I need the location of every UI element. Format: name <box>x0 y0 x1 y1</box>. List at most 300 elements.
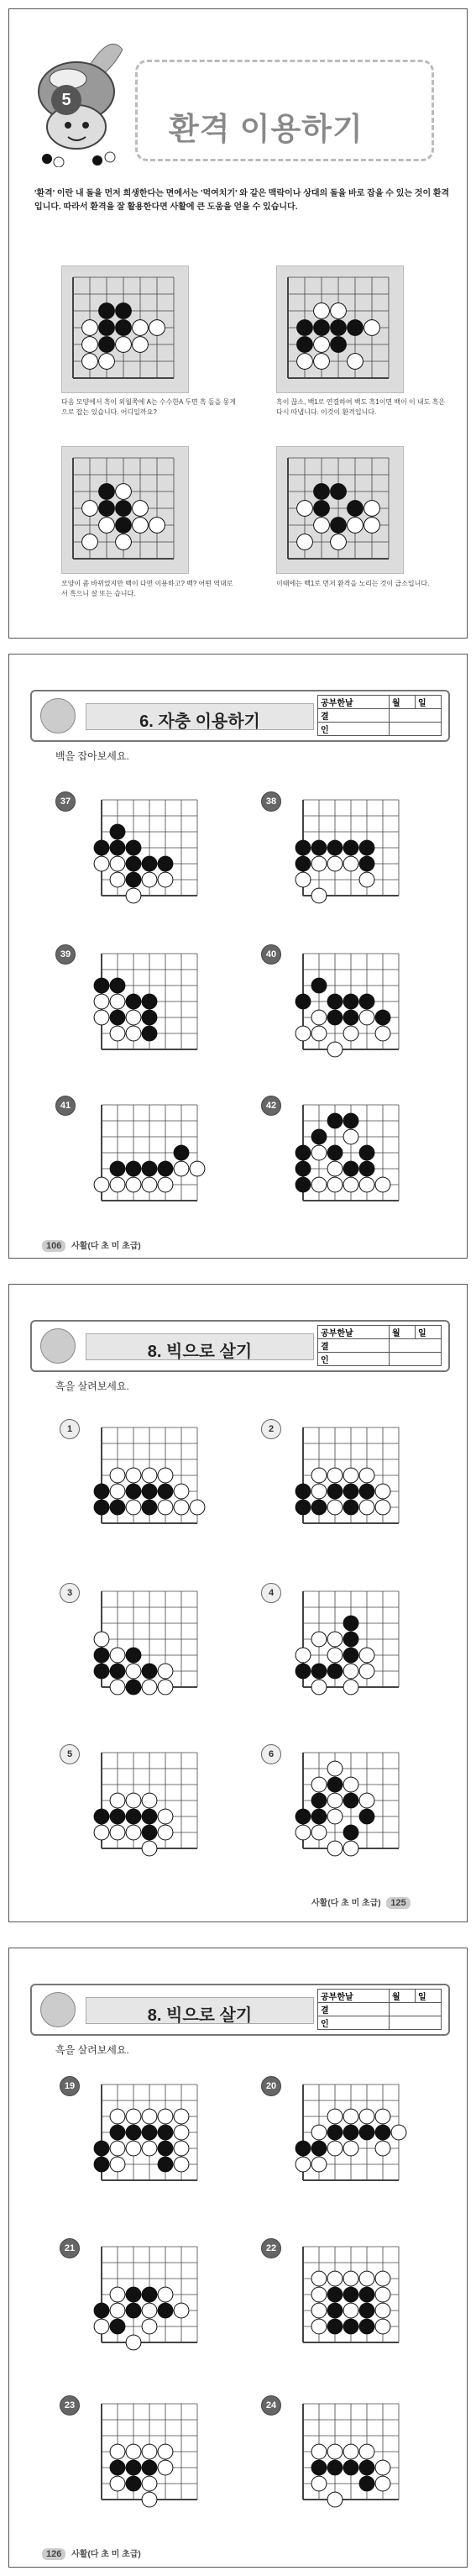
white-stone <box>327 1648 343 1663</box>
white-stone <box>359 2109 374 2124</box>
black-stone <box>99 484 115 500</box>
black-stone <box>142 1825 157 1840</box>
black-stone <box>331 337 347 353</box>
black-stone <box>359 2287 374 2302</box>
white-stone <box>311 1484 327 1499</box>
black-stone <box>331 484 347 500</box>
study-date-table: 공부한날 월 일 결 인 <box>317 695 442 736</box>
black-stone <box>126 2287 141 2302</box>
white-stone <box>133 337 149 353</box>
black-stone <box>142 856 157 871</box>
instruction: 흑을 살려보세요. <box>55 2044 129 2056</box>
white-stone <box>99 354 115 370</box>
white-stone <box>375 1177 390 1192</box>
white-stone <box>126 2444 141 2459</box>
problem-number: 5 <box>60 1744 80 1764</box>
problem-number: 24 <box>261 2395 281 2416</box>
white-stone <box>327 1809 343 1824</box>
black-stone <box>343 1010 358 1025</box>
intro-text: '환격' 이란 내 돌을 먼저 희생한다는 면에서는 '먹여치기' 와 같은 맥락이나 상대의 돌을 바로 잡을 수 있는 것이 환격입니다. 따라서 환격을 잘 활용한다면 사활에 큰 도움을 얻을 수 있습니다. <box>34 189 450 212</box>
mascot-icon <box>40 698 76 733</box>
black-stone <box>110 1664 125 1679</box>
black-stone <box>110 1809 125 1824</box>
black-stone <box>94 1809 109 1824</box>
black-stone <box>297 320 313 336</box>
black-stone <box>94 1500 109 1515</box>
white-stone <box>158 1500 173 1515</box>
black-stone <box>327 1145 343 1160</box>
white-stone <box>174 2157 189 2172</box>
black-stone <box>158 1161 173 1176</box>
section-title: 6. 자충 이용하기 <box>139 712 260 731</box>
white-stone <box>343 856 358 871</box>
white-stone <box>311 1468 327 1483</box>
page-footer <box>311 1895 414 1909</box>
black-stone <box>311 2141 327 2156</box>
white-stone <box>311 2157 327 2172</box>
white-stone <box>126 1664 141 1679</box>
white-stone <box>158 1809 173 1824</box>
black-stone <box>296 1484 311 1499</box>
page-footer <box>39 2547 141 2560</box>
black-stone <box>327 840 343 855</box>
black-stone <box>331 518 347 534</box>
black-stone <box>359 2476 374 2491</box>
white-stone <box>142 1680 157 1695</box>
white-stone <box>99 518 115 534</box>
black-stone <box>110 824 125 839</box>
white-stone <box>297 501 313 517</box>
black-stone <box>327 1777 343 1792</box>
white-stone <box>311 2287 327 2302</box>
black-stone <box>327 2287 343 2302</box>
white-stone <box>110 1793 125 1808</box>
black-stone <box>296 1161 311 1176</box>
black-stone <box>110 1500 125 1515</box>
black-stone <box>343 994 358 1009</box>
go-board-diagram <box>93 2397 236 2531</box>
black-stone <box>99 337 115 353</box>
white-stone <box>110 1026 125 1041</box>
black-stone <box>327 2303 343 2318</box>
white-stone <box>327 2109 343 2124</box>
white-stone <box>375 1484 390 1499</box>
page-number: 106 <box>42 1240 65 1252</box>
black-stone <box>343 1632 358 1647</box>
white-stone <box>343 2271 358 2286</box>
black-stone <box>343 2287 358 2302</box>
white-stone <box>158 1664 173 1679</box>
white-stone <box>314 354 330 370</box>
white-stone <box>296 872 311 887</box>
white-stone <box>158 2109 173 2124</box>
problem-number: 20 <box>261 2076 281 2096</box>
problem-number: 37 <box>55 791 76 812</box>
white-stone <box>142 2303 157 2318</box>
book-title: 사활(다 초 미 초급) <box>71 2550 141 2559</box>
practice-page-126 <box>8 1948 468 2568</box>
black-stone <box>314 484 330 500</box>
white-stone <box>94 1010 109 1025</box>
white-stone <box>327 1793 343 1808</box>
white-stone <box>126 1468 141 1483</box>
white-stone <box>296 1825 311 1840</box>
white-stone <box>311 2476 327 2491</box>
black-stone <box>142 1500 157 1515</box>
white-stone <box>314 518 330 534</box>
black-stone <box>348 501 364 517</box>
white-stone <box>327 856 343 871</box>
white-stone <box>311 1632 327 1647</box>
black-stone <box>343 1793 358 1808</box>
black-stone <box>359 1809 374 1824</box>
black-stone <box>158 2125 173 2140</box>
white-stone <box>110 2476 125 2491</box>
white-stone <box>331 534 347 550</box>
problem-number: 21 <box>60 2238 80 2258</box>
white-stone <box>311 1145 327 1160</box>
white-stone <box>359 1468 374 1483</box>
problem-number: 6 <box>261 1744 281 1764</box>
white-stone <box>142 2141 157 2156</box>
black-stone <box>158 2303 173 2318</box>
black-stone <box>359 2460 374 2475</box>
white-stone <box>311 856 327 871</box>
black-stone <box>359 1145 374 1160</box>
white-stone <box>327 1761 343 1776</box>
white-stone <box>82 501 98 517</box>
white-stone <box>311 2319 327 2334</box>
white-stone <box>133 501 149 517</box>
black-stone <box>359 2125 374 2140</box>
problem-number: 4 <box>261 1583 281 1603</box>
black-stone <box>359 2303 374 2318</box>
black-stone <box>359 1161 374 1176</box>
white-stone <box>311 2444 327 2459</box>
white-stone <box>158 2287 173 2302</box>
white-stone <box>375 2460 390 2475</box>
black-stone <box>126 840 141 855</box>
black-stone <box>311 978 327 993</box>
problem-number: 1 <box>60 1419 80 1439</box>
black-stone <box>327 1664 343 1679</box>
white-stone <box>142 2444 157 2459</box>
white-stone <box>311 2303 327 2318</box>
white-stone <box>343 1664 358 1679</box>
white-stone <box>133 518 149 534</box>
white-stone <box>110 1825 125 1840</box>
black-stone <box>110 1010 125 1025</box>
black-stone <box>142 994 157 1009</box>
white-stone <box>126 1825 141 1840</box>
black-stone <box>158 2141 173 2156</box>
black-stone <box>296 856 311 871</box>
white-stone <box>343 1680 358 1695</box>
black-stone <box>158 856 173 871</box>
black-stone <box>126 856 141 871</box>
black-stone <box>343 1161 358 1176</box>
black-stone <box>311 1664 327 1679</box>
black-stone <box>327 2319 343 2334</box>
white-stone <box>343 1841 358 1856</box>
black-stone <box>94 978 109 993</box>
problem-number: 41 <box>55 1096 76 1116</box>
white-stone <box>94 1632 109 1647</box>
page-number: 125 <box>386 1897 410 1909</box>
white-stone <box>142 1468 157 1483</box>
black-stone <box>296 994 311 1009</box>
white-stone <box>311 888 327 903</box>
title-bar <box>86 703 314 730</box>
white-stone <box>297 534 313 550</box>
black-stone <box>311 1500 327 1515</box>
white-stone <box>110 1177 125 1192</box>
problem-number: 2 <box>261 1419 281 1439</box>
white-stone <box>110 2141 125 2156</box>
white-stone <box>110 994 125 1009</box>
white-stone <box>375 2287 390 2302</box>
black-stone <box>296 1809 311 1824</box>
black-stone <box>126 2303 141 2318</box>
go-board-diagram <box>295 1098 437 1233</box>
white-stone <box>174 2303 189 2318</box>
white-stone <box>348 354 364 370</box>
black-stone <box>343 1616 358 1631</box>
white-stone <box>126 888 141 903</box>
black-stone <box>110 2460 125 2475</box>
mascot-icon <box>40 1328 76 1364</box>
black-stone <box>375 1010 390 1025</box>
white-stone <box>343 1129 358 1144</box>
white-stone <box>327 1161 343 1176</box>
go-board-diagram <box>295 1421 437 1555</box>
white-stone <box>110 1648 125 1663</box>
white-stone <box>359 1648 374 1663</box>
page-title: 환격 이용하기 <box>169 112 364 146</box>
go-board-diagram <box>93 1746 236 1880</box>
white-stone <box>359 1500 374 1515</box>
black-stone <box>116 518 132 534</box>
white-stone <box>359 1664 374 1679</box>
white-stone <box>343 1468 358 1483</box>
black-stone <box>296 840 311 855</box>
white-stone <box>82 337 98 353</box>
go-board-diagram <box>295 2240 437 2374</box>
white-stone <box>343 2444 358 2459</box>
white-stone <box>94 994 109 1009</box>
lesson-page-1 <box>8 8 468 639</box>
go-board-diagram <box>295 1746 437 1880</box>
black-stone <box>142 1664 157 1679</box>
white-stone <box>364 501 380 517</box>
practice-page-125 <box>8 1284 468 1922</box>
white-stone <box>142 2109 157 2124</box>
black-stone <box>126 994 141 1009</box>
black-stone <box>142 1026 157 1041</box>
white-stone <box>327 1177 343 1192</box>
black-stone <box>142 1809 157 1824</box>
problem-number: 3 <box>60 1583 80 1603</box>
white-stone <box>359 872 374 887</box>
black-stone <box>110 2319 125 2334</box>
black-stone <box>94 2303 109 2318</box>
black-stone <box>343 2125 358 2140</box>
black-stone <box>126 2460 141 2475</box>
instruction: 흑을 살려보세요. <box>55 1380 129 1392</box>
white-stone <box>174 1484 189 1499</box>
black-stone <box>331 320 347 336</box>
problem-number: 38 <box>261 791 281 812</box>
black-stone <box>343 1825 358 1840</box>
black-stone <box>311 840 327 855</box>
white-stone <box>126 1010 141 1025</box>
white-stone <box>327 1500 343 1515</box>
black-stone <box>94 1484 109 1499</box>
black-stone <box>99 303 115 319</box>
white-stone <box>311 1680 327 1695</box>
black-stone <box>174 1145 189 1160</box>
black-stone <box>126 1648 141 1663</box>
white-stone <box>110 1468 125 1483</box>
go-board-diagram <box>295 2078 437 2212</box>
black-stone <box>126 1484 141 1499</box>
white-stone <box>343 2303 358 2318</box>
white-stone <box>311 2125 327 2140</box>
black-stone <box>116 303 132 319</box>
white-stone <box>116 484 132 500</box>
go-board-diagram <box>295 947 437 1081</box>
section-header <box>30 1984 450 2036</box>
white-stone <box>174 1500 189 1515</box>
white-stone <box>348 518 364 534</box>
black-stone <box>327 994 343 1009</box>
mascot-icon <box>40 1992 76 2027</box>
black-stone <box>359 856 374 871</box>
problem-number: 23 <box>60 2395 80 2416</box>
black-stone <box>126 1680 141 1695</box>
white-stone <box>110 872 125 887</box>
go-board-diagram <box>93 1421 236 1555</box>
white-stone <box>142 872 157 887</box>
black-stone <box>375 2125 390 2140</box>
white-stone <box>142 2476 157 2491</box>
black-stone <box>343 1500 358 1515</box>
lesson-number-badge: 5 <box>51 85 81 115</box>
white-stone <box>126 2335 141 2350</box>
white-stone <box>110 2157 125 2172</box>
study-date-table: 공부한날 월 일 결 인 <box>317 1989 442 2030</box>
white-stone <box>343 2141 358 2156</box>
white-stone <box>375 2109 390 2124</box>
black-stone <box>126 2476 141 2491</box>
go-board-diagram <box>93 1098 236 1233</box>
white-stone <box>331 303 347 319</box>
black-stone <box>296 1145 311 1160</box>
problem-number: 19 <box>60 2076 80 2096</box>
title-bar <box>86 1333 314 1360</box>
study-date-table: 공부한날 월 일 결 인 <box>317 1325 442 1366</box>
black-stone <box>110 2125 125 2140</box>
white-stone <box>375 2271 390 2286</box>
black-stone <box>343 2460 358 2475</box>
white-stone <box>311 1777 327 1792</box>
white-stone <box>359 2444 374 2459</box>
white-stone <box>149 518 165 534</box>
black-stone <box>327 2460 343 2475</box>
white-stone <box>126 1500 141 1515</box>
black-stone <box>343 2319 358 2334</box>
white-stone <box>116 534 132 550</box>
white-stone <box>375 1026 390 1041</box>
white-stone <box>158 872 173 887</box>
white-stone <box>126 1026 141 1041</box>
go-board-diagram <box>61 446 187 572</box>
go-board-diagram <box>61 265 187 392</box>
diagram-caption: 이때에는 백1로 먼저 환격을 노리는 것이 급소입니다. <box>276 580 430 587</box>
white-stone <box>94 856 109 871</box>
white-stone <box>158 2460 173 2475</box>
white-stone <box>126 1793 141 1808</box>
problem-number: 39 <box>55 944 76 965</box>
white-stone <box>110 1680 125 1695</box>
black-stone <box>359 1484 374 1499</box>
black-stone <box>343 840 358 855</box>
black-stone <box>158 1484 173 1499</box>
white-stone <box>327 1632 343 1647</box>
white-stone <box>296 2157 311 2172</box>
white-stone <box>375 2303 390 2318</box>
white-stone <box>327 2141 343 2156</box>
white-stone <box>158 2444 173 2459</box>
black-stone <box>348 320 364 336</box>
black-stone <box>359 840 374 855</box>
white-stone <box>110 2109 125 2124</box>
problem-number: 22 <box>261 2238 281 2258</box>
black-stone <box>126 1161 141 1176</box>
white-stone <box>174 2141 189 2156</box>
black-stone <box>142 2460 157 2475</box>
black-stone <box>296 1177 311 1192</box>
page-footer <box>39 1238 141 1252</box>
go-board-diagram <box>295 2397 437 2531</box>
white-stone <box>343 1777 358 1792</box>
white-stone <box>327 1841 343 1856</box>
book-title: 사활(다 초 미 초급) <box>71 1242 141 1251</box>
go-board-diagram <box>93 793 236 928</box>
white-stone <box>359 1010 374 1025</box>
black-stone <box>327 1113 343 1128</box>
black-stone <box>296 2141 311 2156</box>
black-stone <box>297 337 313 353</box>
white-stone <box>343 1026 358 1041</box>
white-stone <box>296 1648 311 1663</box>
white-stone <box>116 337 132 353</box>
go-board-diagram <box>93 947 236 1081</box>
black-stone <box>314 320 330 336</box>
white-stone <box>110 1484 125 1499</box>
go-board-diagram <box>295 793 437 928</box>
white-stone <box>149 320 165 336</box>
go-board-diagram <box>93 1585 236 1719</box>
problem-number: 40 <box>261 944 281 965</box>
white-stone <box>174 1161 189 1176</box>
black-stone <box>296 1664 311 1679</box>
go-board-diagram <box>93 2078 236 2212</box>
black-stone <box>311 1793 327 1808</box>
white-stone <box>142 1793 157 1808</box>
black-stone <box>126 1809 141 1824</box>
black-stone <box>327 1484 343 1499</box>
